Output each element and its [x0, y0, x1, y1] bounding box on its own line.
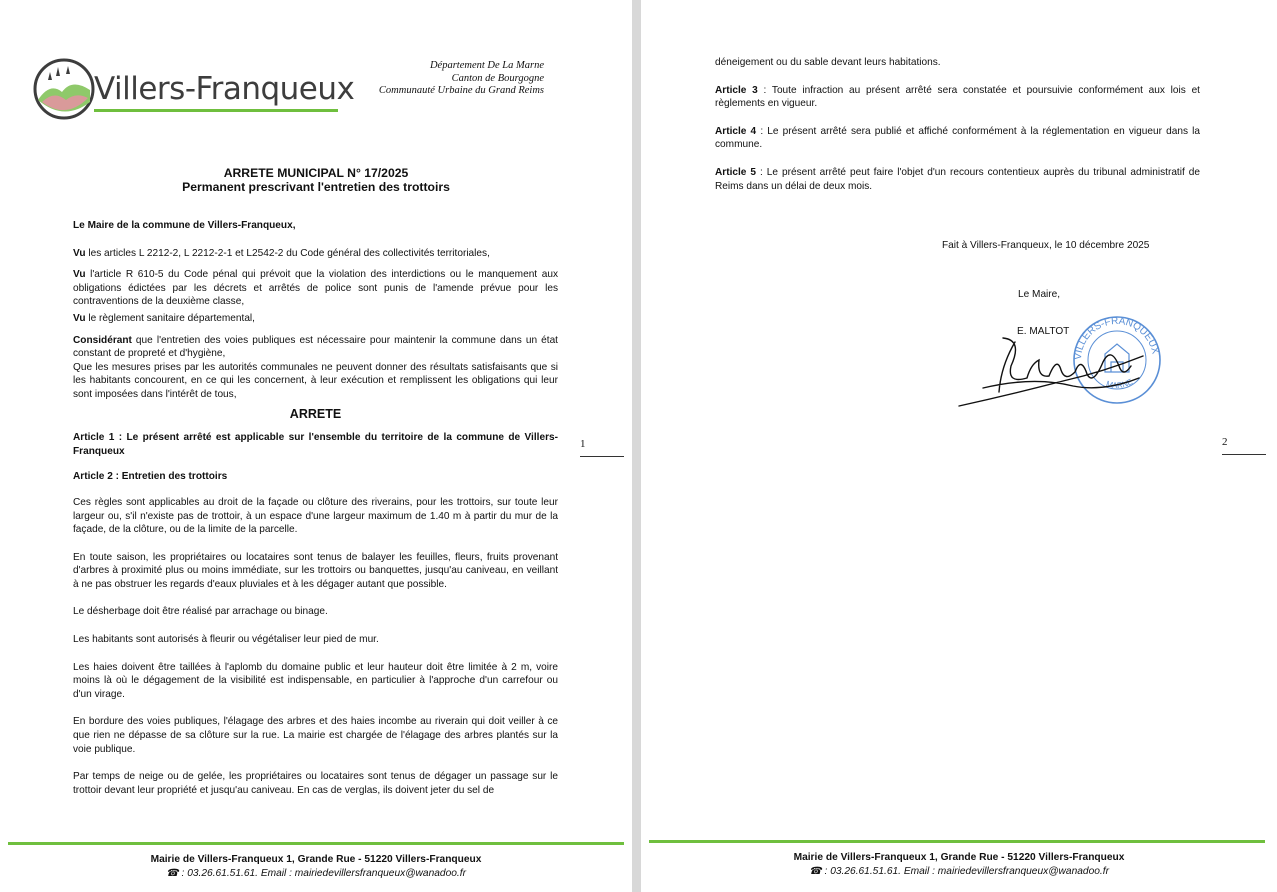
page-footer	[0, 853, 632, 881]
signatory-title: Le Maire,	[1018, 289, 1061, 300]
article-2-paragraph: Les habitants sont autorisés à fleurir ou végétaliser leur pied de mur.	[73, 634, 379, 646]
footer-rule	[8, 842, 624, 845]
logo-text: Villers-Franqueux	[94, 71, 355, 107]
vu-clause-3: Vu le règlement sanitaire départemental,	[73, 312, 255, 324]
footer-contact: ☎ : 03.26.61.51.61. Email : mairiedevillersfranqueux@wanadoo.fr	[809, 866, 1109, 877]
signature-icon	[953, 326, 1153, 416]
department-info	[379, 60, 544, 98]
document-page-1	[0, 0, 632, 892]
vu-clause-1: Vu les articles L 2212-2, L 2212-2-1 et L2542-2 du Code général des collectivités territoriales,	[73, 247, 490, 259]
seal-text: VILLERS-FRANQUEUX	[1072, 315, 1161, 361]
logo-underline	[94, 109, 338, 112]
footer-contact: ☎ : 03.26.61.51.61. Email : mairiedevillersfranqueux@wanadoo.fr	[166, 868, 466, 879]
dept-line: Communauté Urbaine du Grand Reims	[378, 85, 544, 96]
continuation-text: déneigement ou du sable devant leurs habitations.	[715, 57, 941, 68]
document-body-2	[715, 56, 1200, 193]
page-number-rule	[580, 456, 624, 457]
article-2-paragraph: En toute saison, les propriétaires ou locataires sont tenus de balayer les feuilles, fleurs, fruits provenant d'arbres à proximité plus ou moins immédiate, sur les trottoirs ou banquettes, jusqu'au caniveau, en veillant à ne pas obstruer les regards d'eaux pluviales et à les dégager autant que possible.	[73, 551, 558, 590]
dept-line: Canton de Bourgogne	[451, 72, 544, 84]
article-2-paragraph: Les haies doivent être taillées à l'aplomb du domaine public et leur hauteur doit être limitée à 2 m, voire moins là où le dégagement de la visibilité est indispensable, en particulier à l'approche d'un carrefour ou d'un virage.	[73, 661, 558, 700]
article-2-heading: Article 2 : Entretien des trottoirs	[73, 471, 228, 483]
considerant-clause: Considérant que l'entretien des voies publiques est nécessaire pour maintenir la commune dans un état constant de propreté et d'hygiène,	[73, 334, 558, 360]
maire-intro: Le Maire de la commune de Villers-Franqueux,	[73, 220, 296, 231]
page-number: 1	[580, 438, 586, 450]
footer-address: Mairie de Villers-Franqueux 1, Grande Rue - 51220 Villers-Franqueux	[793, 852, 1125, 863]
title-line-2: Permanent prescrivant l'entretien des trottoirs	[182, 180, 450, 194]
signatory-name: E. MALTOT	[1017, 326, 1070, 337]
article-3: Article 3 : Toute infraction au présent arrêté sera constatée et poursuivie conformément aux lois et règlements en vigueur.	[715, 84, 1200, 110]
signing-date: Fait à Villers-Franqueux, le 10 décembre 2025	[942, 240, 1150, 251]
article-2-paragraph: En bordure des voies publiques, l'élagage des arbres et des haies incombe au riverain qui doit veiller à ce que rien ne dépasse de sa clôture sur la rue. La mairie est chargée de l'élagage des arbres plantés sur la voie publique.	[73, 716, 558, 755]
commune-logo	[32, 56, 355, 126]
dept-line: Département De La Marne	[429, 60, 544, 71]
vu-clause-2: Vu l'article R 610-5 du Code pénal qui prévoit que la violation des interdictions ou le manquement aux obligations édictées par les décrets et arrêtés de police sont punis de l'amende prévue pour les contraventions de la deuxième classe,	[73, 269, 558, 308]
article-2-paragraph: Ces règles sont applicables au droit de la façade ou clôture des riverains, pour les trottoirs, sur toute leur largeur ou, s'il n'existe pas de trottoir, à un espace d'une largeur maximum de 1.40 m à partir du mur de la façade, de la clôture, ou de la limite de la parcelle.	[73, 496, 558, 536]
page-footer	[641, 851, 1277, 879]
article-1: Article 1 : Le présent arrêté est applicable sur l'ensemble du territoire de la commune de Villers-Franqueux	[73, 432, 558, 457]
document-body	[73, 219, 558, 797]
document-page-2	[641, 0, 1277, 892]
document-title	[0, 166, 632, 194]
arrete-heading: ARRETE	[289, 406, 342, 421]
page-number-rule	[1222, 454, 1266, 455]
article-2-paragraph: Le désherbage doit être réalisé par arrachage ou binage.	[73, 606, 328, 618]
considerant-clause-2: Que les mesures prises par les autorités communales ne peuvent donner des résultats satisfaisants que si les habitants concourent, en ce qui les concernent, à leur exécution et remplissent les obligations qui leur sont imposées dans l'intérêt de tous,	[73, 361, 558, 400]
article-4: Article 4 : Le présent arrêté sera publié et affiché conformément à la réglementation en vigueur dans la commune.	[715, 125, 1200, 151]
page-number: 2	[1222, 436, 1228, 448]
article-5: Article 5 : Le présent arrêté peut faire l'objet d'un recours contentieux auprès du tribunal administratif de Reims dans un délai de deux mois.	[715, 166, 1200, 192]
title-line-1: ARRETE MUNICIPAL N° 17/2025	[223, 166, 409, 180]
footer-address: Mairie de Villers-Franqueux 1, Grande Rue - 51220 Villers-Franqueux	[150, 854, 482, 865]
seal-bottom-text: MARNE	[1105, 377, 1135, 391]
footer-rule	[649, 840, 1265, 843]
article-2-paragraph: Par temps de neige ou de gelée, les propriétaires ou locataires sont tenus de dégager un passage sur le trottoir devant leur propriété et jusqu'au caniveau. En cas de verglas, ils doivent jeter du sel de	[73, 771, 558, 796]
logo-emblem-icon	[32, 56, 96, 122]
